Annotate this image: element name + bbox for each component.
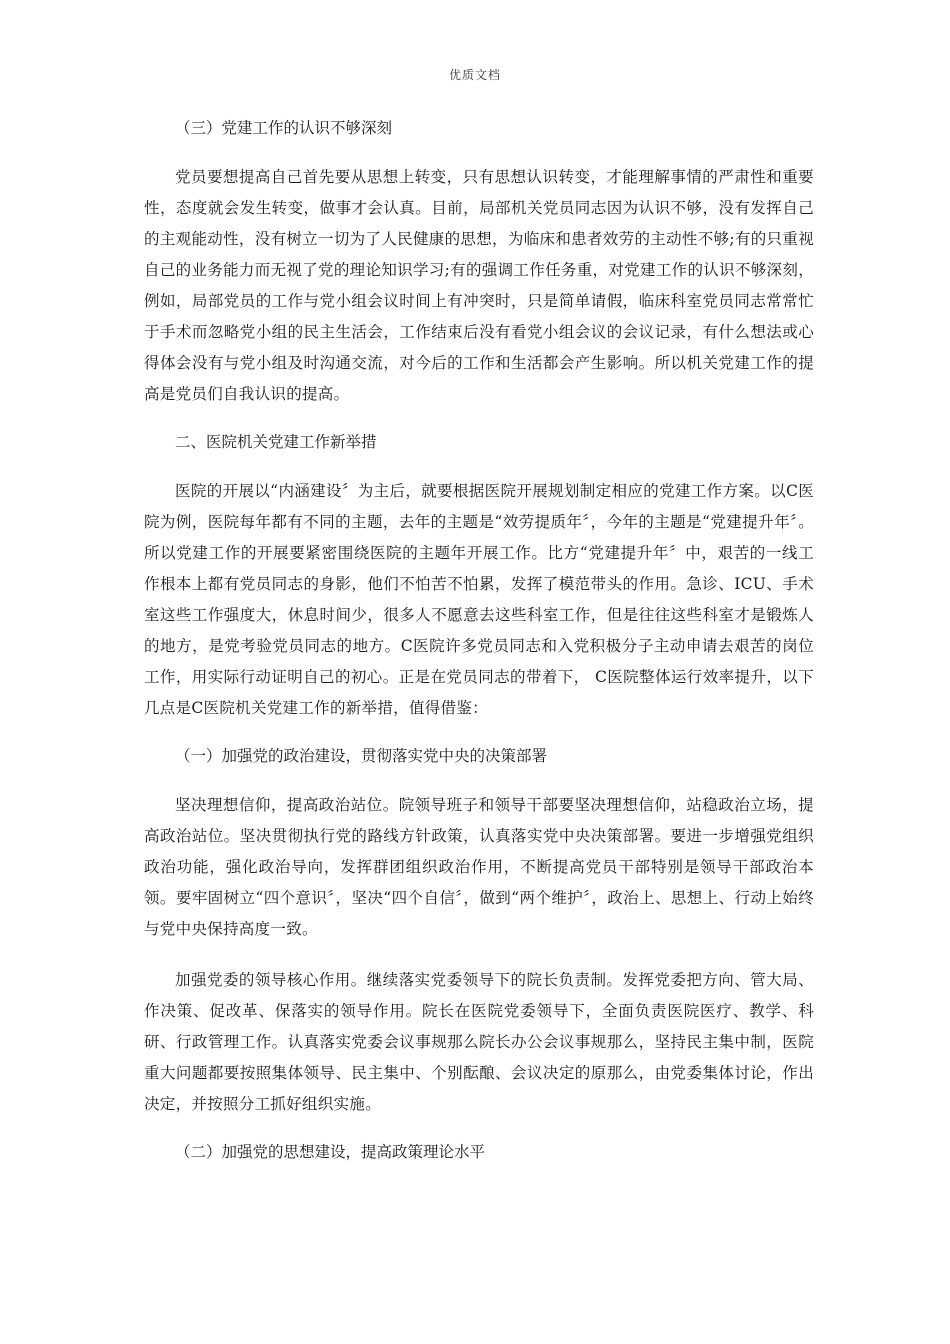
body-paragraph: 坚决理想信仰，提高政治站位。院领导班子和领导干部要坚决理想信仰，站稳政治立场，提高政治站位。坚决贯彻执行党的路线方针政策，认真落实党中央决策部署。要进一步增强党组织政治功能，强化政治导向，发挥群团组织政治作用，不断提高党员干部特别是领导干部政治本领。要牢固树立“四个意识〞，坚决“四个自信〞，做到“两个维护〞，政治上、思想上、行动上始终与党中央保持高度一致。 (144, 796, 814, 938)
body-paragraph: 加强党委的领导核心作用。继续落实党委领导下的院长负责制。发挥党委把方向、管大局、作决策、促改革、保落实的领导作用。院长在医院党委领导下，全面负责医院医疗、教学、科研、行政管理工作。认真落实党委会议事规那么院长办公会议事规那么，坚持民主集中制，医院重大问题都要按照集体领导、民主集中、个别酝酿、会议决定的原那么，由党委集体讨论，作出决定，并按照分工抓好组织实施。 (144, 971, 814, 1113)
body-paragraph: 党员要想提高自己首先要从思想上转变，只有思想认识转变，才能理解事情的严肃性和重要性，态度就会发生转变，做事才会认真。目前，局部机关党员同志因为认识不够，没有发挥自己的主观能动性，没有树立一切为了人民健康的思想，为临床和患者效劳的主动性不够;有的只重视自己的业务能力而无视了党的理论知识学习;有的强调工作任务重，对党建工作的认识不够深刻，例如，局部党员的工作与党小组会议时间上有冲突时，只是简单请假，临床科室党员同志常常忙于手术而忽略党小组的民主生活会，工作结束后没有看党小组会议的会议记录，有什么想法或心得体会没有与党小组及时沟通交流，对今后的工作和生活都会产生影响。所以机关党建工作的提高是党员们自我认识的提高。 (144, 168, 814, 403)
subsection-heading-two: （二）加强党的思想建设，提高政策理论水平 (175, 1143, 486, 1161)
section-heading-two: 二、医院机关党建工作新举措 (175, 433, 377, 451)
document-body (144, 116, 814, 1164)
subsection-heading-one: （一）加强党的政治建设，贯彻落实党中央的决策部署 (175, 747, 548, 765)
page-header: 优质文档 (448, 68, 501, 82)
body-paragraph: 医院的开展以“内涵建设〞为主后，就要根据医院开展规划制定相应的党建工作方案。以C医院为例，医院每年都有不同的主题，去年的主题是“效劳提质年〞，今年的主题是“党建提升年〞。所以党建工作的开展要紧密围绕医院的主题年开展工作。比方“党建提升年〞中，艰苦的一线工作根本上都有党员同志的身影，他们不怕苦不怕累，发挥了模范带头的作用。急诊、ICU、手术室这些工作强度大，休息时间少，很多人不愿意去这些科室工作，但是往往这些科室才是锻炼人的地方，是党考验党员同志的地方。C医院许多党员同志和入党积极分子主动申请去艰苦的岗位工作，用实际行动证明自己的初心。正是在党员同志的带着下， C医院整体运行效率提升，以下几点是C医院机关党建工作的新举措，值得借鉴： (144, 482, 814, 717)
section-heading-three: （三）党建工作的认识不够深刻 (175, 119, 393, 137)
